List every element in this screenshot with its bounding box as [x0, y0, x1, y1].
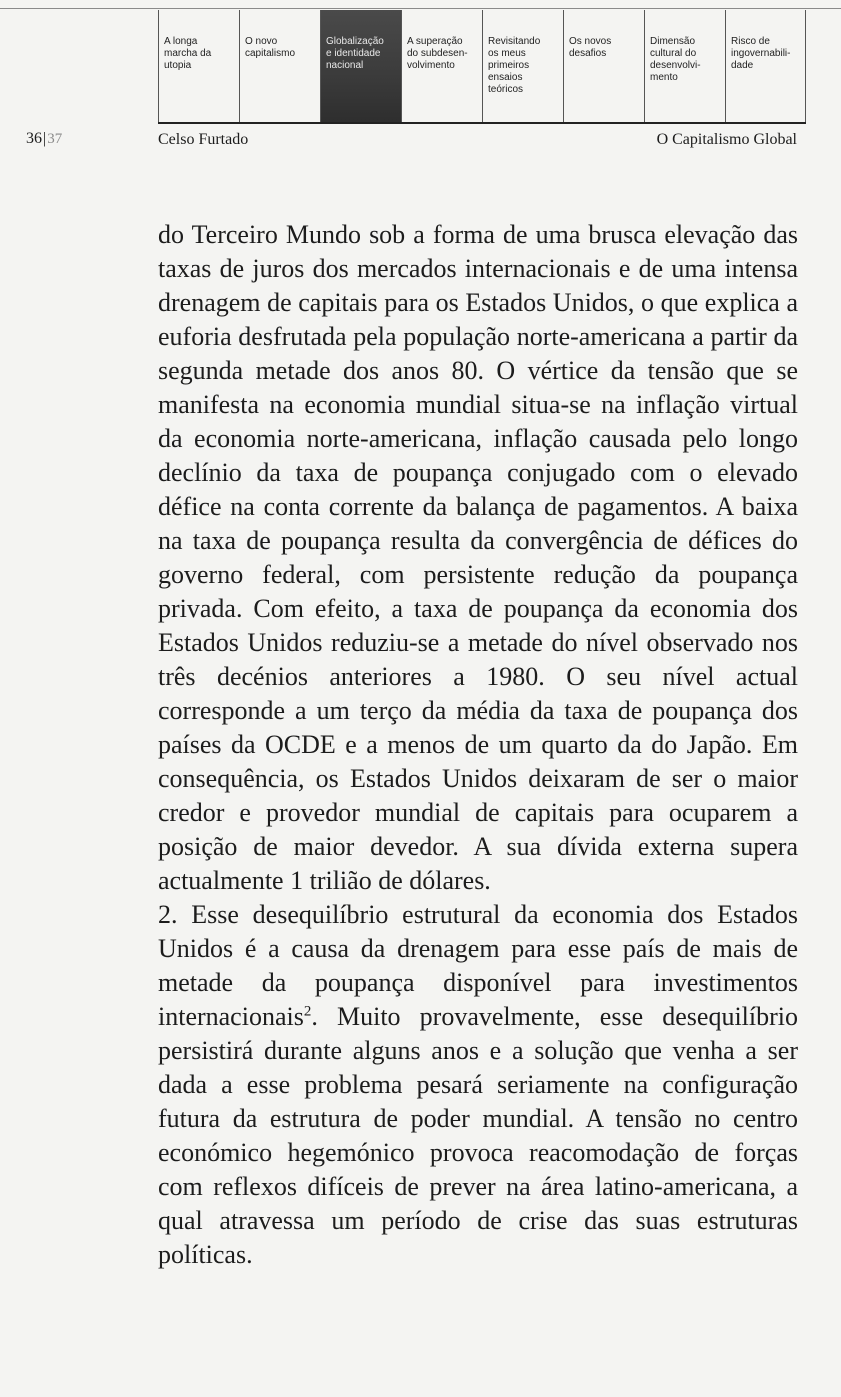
footnote-reference[interactable]: 2	[303, 1003, 312, 1020]
chapter-tab-longa-marcha[interactable]: A longa marcha da utopia	[158, 10, 239, 122]
body-text	[158, 218, 798, 1272]
paragraph: do Terceiro Mundo sob a forma de uma brusca elevação das taxas de juros dos mercados internacionais e de uma intensa drenagem de capitais para os Estados Unidos, o que explica a euforia desfrutada pela população norte-americana a partir da segunda metade dos anos 80. O vértice da tensão que se manifesta na economia mundial situa-se na inflação virtual da economia norte-americana, inflação causada pelo longo declínio da taxa de poupança conjugado com o elevado défice na conta corrente da balança de pagamentos. A baixa na taxa de poupança resulta da convergência de défices do governo federal, com persistente redução da poupança privada. Com efeito, a taxa de poupança da economia dos Estados Unidos reduziu-se a metade do nível observado nos três decénios anteriores a 1980. O seu nível actual corresponde a um terço da média da taxa de poupança dos países da OCDE e a menos de um quarto da do Japão. Em consequência, os Estados Unidos deixaram de ser o maior credor e provedor mundial de capitais para ocuparem a posição de maior devedor. A sua dívida externa supera actualmente 1 trilião de dólares.	[158, 220, 798, 895]
paragraph	[158, 898, 798, 1272]
top-rule	[0, 0, 841, 9]
page-numbers	[26, 130, 62, 148]
chapter-tab-dimensao-cultural[interactable]: Dimensão cultural do desenvolvi- mento	[644, 10, 725, 122]
page-number-current: 36	[26, 130, 42, 147]
chapter-tab-novo-capitalismo[interactable]: O novo capitalismo	[239, 10, 320, 122]
chapter-nav	[158, 10, 806, 124]
paragraph-text: . Muito provavelmente, esse desequilíbrio persistirá durante alguns anos e a solução que venha a ser dada a esse problema pesará seriamente na configuração futura da estrutura de poder mundial. A tensão no centro económico hegemónico provoca reacomodação de forças com reflexos difíceis de prever na área latino-americana, a qual atravessa um período de crise das suas estruturas políticas.	[158, 1002, 798, 1269]
page-number-separator: |	[43, 130, 47, 147]
page-number-next: 37	[47, 131, 63, 147]
book-title: O Capitalismo Global	[656, 131, 797, 148]
chapter-tab-risco[interactable]: Risco de ingovernabili- dade	[725, 10, 806, 122]
chapter-tab-superacao[interactable]: A superação do subdesen- volvimento	[401, 10, 482, 122]
chapter-tab-novos-desafios[interactable]: Os novos desafios	[563, 10, 644, 122]
chapter-tab-globalizacao[interactable]: Globalização e identidade nacional	[320, 10, 401, 122]
chapter-tab-revisitando[interactable]: Revisitando os meus primeiros ensaios teóricos	[482, 10, 563, 122]
paragraph-text: 2. Esse desequilíbrio estrutural da economia dos Estados Unidos é a causa da drenagem para esse país de mais de metade da poupança disponível para investimentos internacionais	[158, 900, 798, 1031]
running-head	[0, 130, 841, 154]
author-name: Celso Furtado	[158, 131, 249, 148]
